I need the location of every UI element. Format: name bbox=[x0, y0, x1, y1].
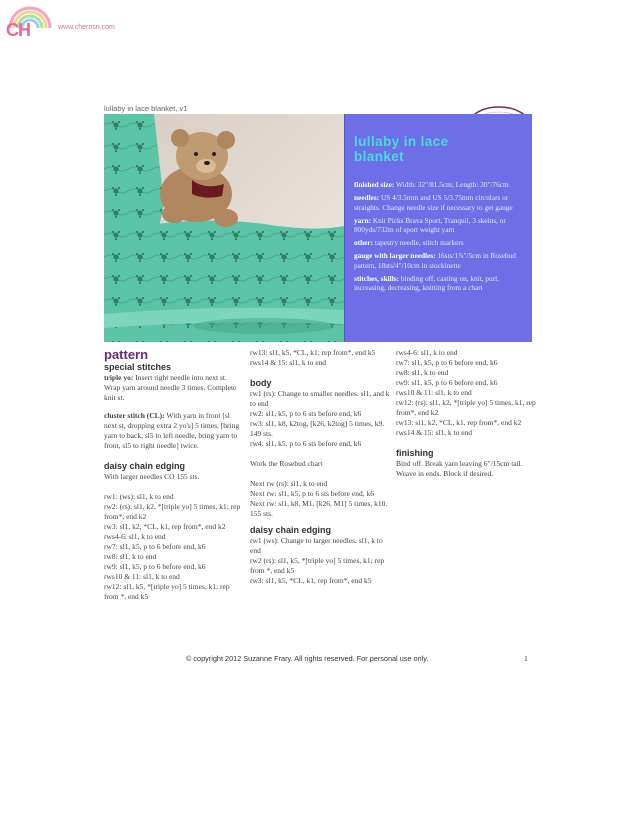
edging-heading-2: daisy chain edging bbox=[250, 525, 332, 535]
instruction-row: rw9: sl1, k5, p to 6 before end, k6 bbox=[396, 378, 498, 387]
instruction-row: Next rw: sl1, k8, M1, [k26, M1] 5 times, k10. 155 sts. bbox=[250, 499, 388, 518]
gauge: gauge with larger needles: 16sts/1⅞"/5cm in Rosebud pattern, 18sts/4"/10cm in stockinette bbox=[354, 251, 516, 270]
pattern-title: lullaby in lace blanket bbox=[354, 134, 449, 164]
instruction-row: rw9: sl1, k5, p to 6 before end, k6 bbox=[104, 562, 206, 571]
instruction-row: rw8: sl1, k to end bbox=[396, 368, 449, 377]
instruction-row: rws10 & 11: sl1, k to end bbox=[396, 388, 472, 397]
instruction-row: rw1 (ws): Change to larger needles. sl1, k to end bbox=[250, 536, 383, 555]
instruction-row: rws14 & 15: sl1, k to end bbox=[250, 358, 327, 367]
instruction-row: rw2: sl1, k5, p to 6 sts before end, k6 bbox=[250, 409, 362, 418]
pattern-heading: pattern bbox=[104, 347, 149, 362]
edging-heading: daisy chain edging bbox=[104, 461, 186, 471]
instruction-row: rw13: sl1, k5, *CL, k1; rep from*, end k5 bbox=[250, 348, 376, 357]
copyright-footer: © copyright 2012 Suzanne Frary. All rights reserved. For personal use only. bbox=[186, 654, 429, 663]
blanket-photo bbox=[104, 114, 344, 342]
instruction-row: Next rw (rs): sl1, k to end bbox=[250, 479, 328, 488]
special-stitches-heading: special stitches bbox=[104, 362, 172, 372]
instruction-row: rw2 (rs): sl1, k5, *[triple yo] 5 times, k1; rep from *, end k5 bbox=[250, 556, 385, 575]
chart-instruction: Work the Rosebud chart bbox=[250, 459, 323, 468]
instruction-row: Next rw: sl1, k5, p to 6 sts before end, k6 bbox=[250, 489, 374, 498]
info-details bbox=[354, 180, 526, 296]
cluster-stitch-definition: cluster stitch (CL): With yarn in front [sl next st, dropping extra 2 yo's] 5 times, [bring yarn to back, sl5 to left needle, bring yarn to front, sl5 to right needle] twice. bbox=[104, 411, 240, 450]
teddy-bear-blanket-image bbox=[104, 114, 344, 342]
instruction-row: rw12: (rs): sl1, k2, *[triple yo] 5 times, k1, rep from*, end k2 bbox=[396, 398, 536, 417]
instruction-row: rw3: sl1, k2, *CL, k1, rep from*, end k2 bbox=[104, 522, 226, 531]
instruction-row: rw1 (rs): Change to smaller needles. sl1, and k to end bbox=[250, 389, 390, 408]
column-1 bbox=[104, 348, 244, 602]
instruction-row: rw3: sl1, k8, k2tog, [k26, k2tog] 5 times, k9. 149 sts. bbox=[250, 419, 385, 438]
info-panel bbox=[344, 114, 532, 342]
finished-size: finished size: Width: 32"/81.5cm; Length: 30"/76cm bbox=[354, 180, 509, 189]
instruction-row: rw3: sl1, k5, *CL, k1, rep from*, end k5 bbox=[250, 576, 372, 585]
instruction-row: rw7: sl1, k5, p to 6 before end, k6 bbox=[104, 542, 206, 551]
skills: stitches, skills: binding off, casting on, knit, purl, increasing, decreasing, knitting from a chart bbox=[354, 273, 499, 293]
instruction-row: rws10 & 11: sl1, k to end bbox=[104, 572, 180, 581]
instruction-row: rw1: (ws): sl1, k to end bbox=[104, 492, 174, 501]
watermark-url: www.cherosn.com bbox=[58, 24, 115, 31]
instruction-row: rw13: sl1, k2, *CL, k1, rep from*, end k2 bbox=[396, 418, 522, 427]
finishing-text: Bind off. Break yarn leaving 6"/15cm tail. Weave in ends. Block if desired. bbox=[396, 459, 523, 478]
instruction-row: rw2: (rs): sl1, k2, *[triple yo] 5 times, k1; rep from*, end k2 bbox=[104, 502, 241, 521]
instruction-row: rw4: sl1, k5, p to 6 sts before end, k6 bbox=[250, 439, 362, 448]
yarn: yarn: Knit Picks Brava Sport, Tranquil, 3 skeins, or 800yds/732m of sport weight yarn bbox=[354, 215, 506, 235]
breadcrumb: lullaby in lace blanket, v1 bbox=[104, 104, 188, 113]
watermark-brand: CH bbox=[6, 20, 30, 40]
edging-intro: With larger needles CO 155 sts. bbox=[104, 472, 200, 481]
instruction-row: rws14 & 15: sl1, k to end bbox=[396, 428, 473, 437]
body-heading: body bbox=[250, 378, 272, 388]
other-materials: other: tapestry needle, stitch markers bbox=[354, 238, 464, 248]
triple-yo-definition: triple yo: Insert right needle into next st. Wrap yarn around needle 3 times. Complete knit st. bbox=[104, 373, 237, 402]
needles: needles: US 4/3.5mm and US 5/3.75mm circulars or straights. Change needle size if necessary to get gauge bbox=[354, 192, 513, 212]
instruction-row: rws4-6: sl1, k to end bbox=[104, 532, 166, 541]
instruction-row: rw8: sl1, k to end bbox=[104, 552, 157, 561]
finishing-heading: finishing bbox=[396, 448, 434, 458]
instruction-row: rw12: sl1, k5, *[triple yo] 5 times, k1; rep from *, end k5 bbox=[104, 582, 230, 601]
column-2 bbox=[250, 348, 390, 586]
column-3 bbox=[396, 348, 536, 479]
page-number: 1 bbox=[524, 654, 528, 663]
watermark-logo bbox=[4, 4, 134, 44]
instruction-row: rws4-6: sl1, k to end bbox=[396, 348, 458, 357]
instruction-row: rw7: sl1, k5, p to 6 before end, k6 bbox=[396, 358, 498, 367]
